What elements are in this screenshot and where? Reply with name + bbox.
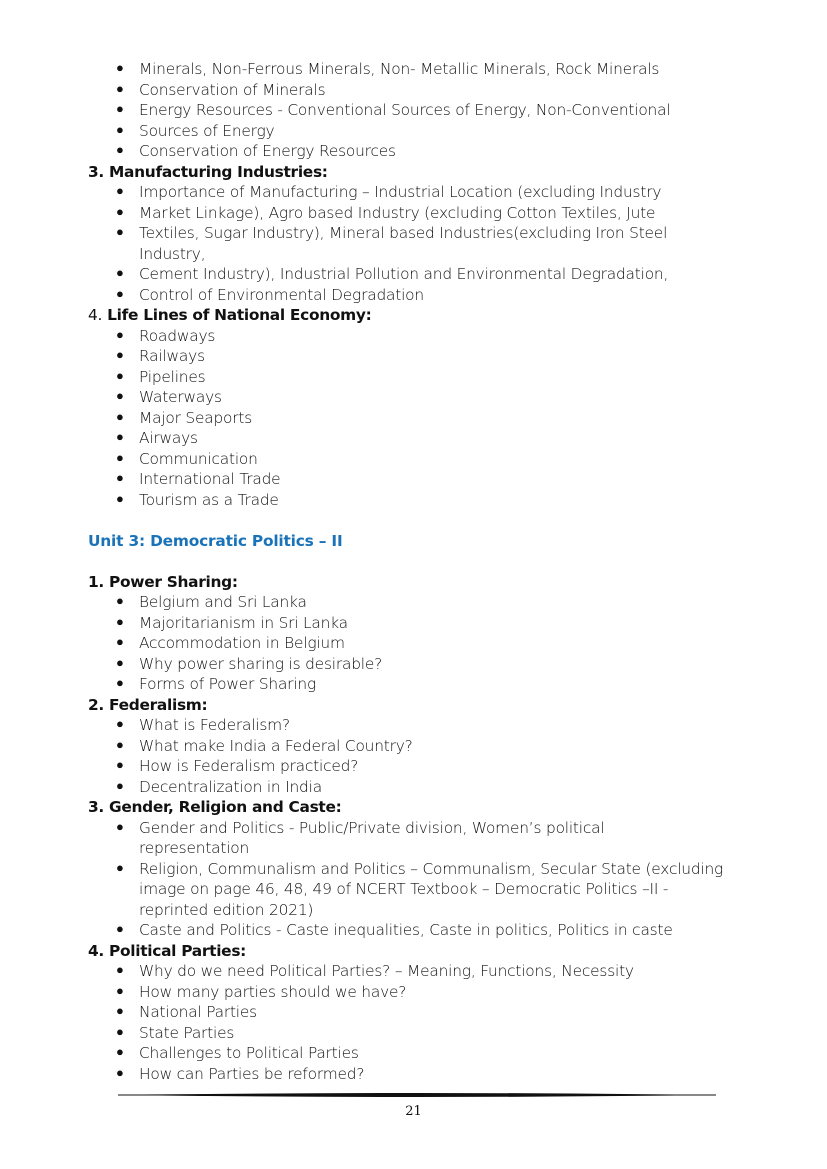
- section-heading-gender-religion-caste: 3. Gender, Religion and Caste:: [88, 798, 342, 816]
- bullet-icon: ●: [116, 327, 124, 343]
- list-item: ● Forms of Power Sharing: [116, 675, 316, 693]
- section-heading-lifelines: 4. Life Lines of National Economy:: [88, 306, 372, 324]
- list-item: ● Tourism as a Trade: [116, 490, 279, 509]
- bullet-icon: ●: [116, 717, 124, 732]
- list-item: ● Textiles, Sugar Industry), Mineral based Industries(excluding Iron Steel Industry,: [116, 224, 668, 263]
- bullet-icon: ●: [116, 81, 124, 97]
- bullet-icon: ●: [116, 143, 124, 158]
- bullet-icon: ●: [116, 594, 124, 609]
- federalism-list: [113, 715, 728, 797]
- list-item: ● Majoritarianism in Sri Lanka: [116, 613, 348, 632]
- list-item: ● Conservation of Energy Resources: [116, 142, 396, 160]
- bullet-icon: ●: [116, 471, 124, 486]
- bullet-icon: ●: [116, 860, 124, 876]
- bullet-icon: ●: [116, 61, 124, 76]
- bullet-icon: ●: [116, 368, 124, 384]
- list-item: ● Conservation of Minerals: [116, 80, 326, 99]
- list-item: ● Sources of Energy: [116, 121, 275, 140]
- list-item: ● Importance of Manufacturing – Industrial Location (excluding Industry: [116, 183, 662, 201]
- lifelines-list: [113, 326, 728, 511]
- bullet-icon: ●: [116, 758, 124, 773]
- list-item: ● Accommodation in Belgium: [116, 634, 345, 652]
- bullet-icon: ●: [116, 430, 124, 445]
- list-item: ● Market Linkage), Agro based Industry (excluding Cotton Textiles, Jute: [116, 203, 656, 222]
- footer-rule: [118, 1092, 716, 1098]
- list-item: ● Minerals, Non-Ferrous Minerals, Non- Metallic Minerals, Rock Minerals: [116, 60, 660, 78]
- list-item: ● Waterways: [116, 388, 222, 406]
- section-heading-political-parties: 4. Political Parties:: [88, 941, 247, 960]
- bullet-icon: ●: [116, 778, 124, 794]
- list-item: ● Why power sharing is desirable?: [116, 654, 383, 673]
- power-sharing-list: [113, 592, 728, 695]
- bullet-icon: ●: [116, 286, 124, 302]
- bullet-icon: ●: [116, 204, 124, 220]
- bullet-icon: ●: [116, 614, 124, 630]
- bullet-icon: ●: [116, 737, 124, 753]
- bullet-icon: ●: [116, 102, 124, 117]
- bullet-icon: ●: [116, 1045, 124, 1060]
- bullet-icon: ●: [116, 655, 124, 671]
- list-item: ● Pipelines: [116, 367, 206, 386]
- list-item: ● Energy Resources - Conventional Sources of Energy, Non-Conventional: [116, 101, 671, 119]
- list-item: ● Why do we need Political Parties? – Meaning, Functions, Necessity: [116, 962, 634, 980]
- gender-religion-caste-list: [113, 818, 728, 941]
- list-item: ● Caste and Politics - Caste inequalities, Caste in politics, Politics in caste: [116, 921, 673, 939]
- bullet-icon: ●: [116, 819, 124, 835]
- list-item: ● Decentralization in India: [116, 777, 322, 796]
- bullet-icon: ●: [116, 963, 124, 978]
- bullet-icon: ●: [116, 184, 124, 199]
- section-heading-federalism: 2. Federalism:: [88, 695, 208, 714]
- bullet-icon: ●: [116, 389, 124, 404]
- manufacturing-list: [113, 182, 728, 305]
- list-item: ● Airways: [116, 429, 198, 447]
- list-item: ● How many parties should we have?: [116, 982, 407, 1001]
- bullet-icon: ●: [116, 922, 124, 937]
- bullet-icon: ●: [116, 491, 124, 507]
- bullet-icon: ●: [116, 450, 124, 466]
- list-item: ● How is Federalism practiced?: [116, 757, 359, 775]
- bullet-icon: ●: [116, 122, 124, 138]
- top-bullet-list: [113, 59, 728, 162]
- bullet-icon: ●: [116, 635, 124, 650]
- unit-title: Unit 3: Democratic Politics – II: [88, 532, 343, 550]
- list-item: ● Challenges to Political Parties: [116, 1044, 359, 1062]
- bullet-icon: ●: [116, 983, 124, 999]
- bullet-icon: ●: [116, 1065, 124, 1081]
- list-item: ● State Parties: [116, 1023, 235, 1042]
- bullet-icon: ●: [116, 676, 124, 691]
- bullet-icon: ●: [116, 266, 124, 281]
- list-item: ● Major Seaports: [116, 408, 253, 427]
- bullet-icon: ●: [116, 348, 124, 363]
- list-item: ● International Trade: [116, 470, 281, 488]
- list-item: ● Railways: [116, 347, 205, 365]
- section-heading-manufacturing: 3. Manufacturing Industries:: [88, 162, 328, 181]
- list-item: ● Religion, Communalism and Politics – Communalism, Secular State (excluding image on page 46, 48, 49 of NCERT Textbook – Democratic Politics –II - reprinted edition 2021): [116, 859, 724, 919]
- page-number: 21: [405, 1104, 422, 1119]
- page-content: [88, 59, 728, 1084]
- section-heading-power-sharing: 1. Power Sharing:: [88, 572, 238, 591]
- list-item: ● What make India a Federal Country?: [116, 736, 413, 755]
- list-item: ● Communication: [116, 449, 258, 468]
- bullet-icon: ●: [116, 225, 124, 240]
- bullet-icon: ●: [116, 409, 124, 425]
- list-item: ● Cement Industry), Industrial Pollution and Environmental Degradation,: [116, 265, 669, 283]
- list-item: ● What is Federalism?: [116, 716, 290, 734]
- bullet-icon: ●: [116, 1004, 124, 1019]
- list-item: ● How can Parties be reformed?: [116, 1064, 365, 1083]
- list-item: ● Belgium and Sri Lanka: [116, 593, 307, 611]
- list-item: ● Roadways: [116, 326, 216, 345]
- list-item: ● Gender and Politics - Public/Private division, Women’s political representation: [116, 818, 605, 857]
- bullet-icon: ●: [116, 1024, 124, 1040]
- political-parties-list: [113, 961, 728, 1084]
- list-item: ● National Parties: [116, 1003, 257, 1021]
- list-item: ● Control of Environmental Degradation: [116, 285, 424, 304]
